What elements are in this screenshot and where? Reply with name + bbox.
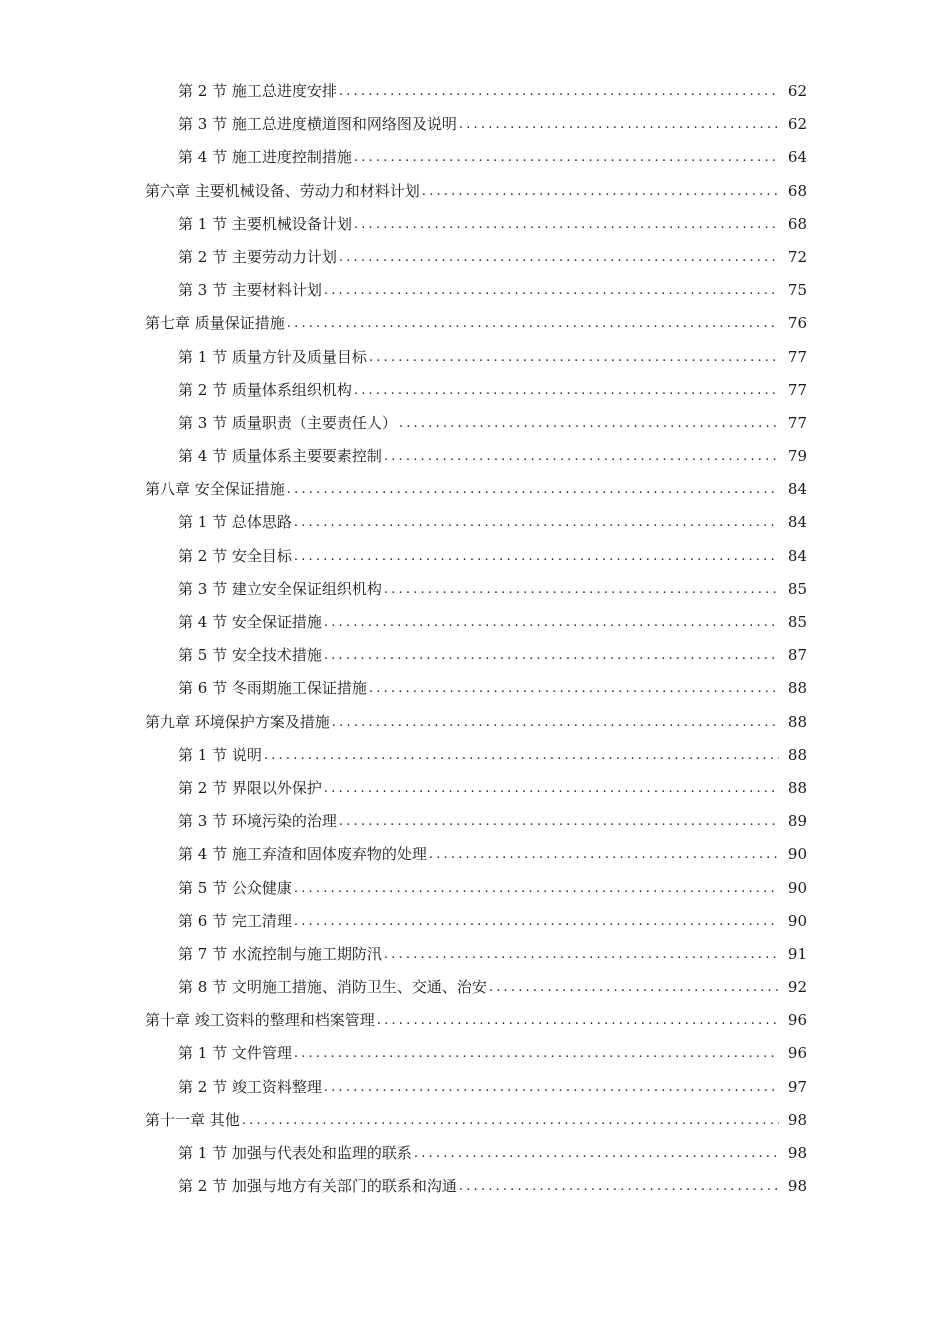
toc-page-number: 90 xyxy=(787,845,807,864)
toc-entry-title: 第 3 节 主要材料计划 xyxy=(178,274,322,307)
toc-page-number: 85 xyxy=(787,579,807,598)
dot-leader xyxy=(324,1071,779,1104)
toc-page-number: 79 xyxy=(787,447,807,466)
toc-entry-title: 第 2 节 界限以外保护 xyxy=(178,772,322,805)
toc-page-number: 84 xyxy=(787,480,807,499)
toc-entry-title: 第 7 节 水流控制与施工期防汛 xyxy=(178,938,382,971)
dot-leader xyxy=(354,374,779,407)
toc-entry-title: 第 4 节 质量体系主要要素控制 xyxy=(178,440,382,473)
toc-section-entry[interactable] xyxy=(0,440,950,473)
toc-section-entry[interactable] xyxy=(0,639,950,672)
toc-section-entry[interactable] xyxy=(0,606,950,639)
toc-section-entry[interactable] xyxy=(0,407,950,440)
toc-section-entry[interactable] xyxy=(0,141,950,174)
toc-entry-title: 第 1 节 文件管理 xyxy=(178,1037,292,1070)
toc-page-number: 88 xyxy=(787,778,807,797)
dot-leader xyxy=(294,872,779,905)
dot-leader xyxy=(489,971,779,1004)
table-of-contents xyxy=(0,75,950,1203)
toc-section-entry[interactable] xyxy=(0,540,950,573)
toc-entry-title: 第 1 节 主要机械设备计划 xyxy=(178,208,352,241)
toc-entry-title: 第 2 节 竣工资料整理 xyxy=(178,1071,322,1104)
dot-leader xyxy=(384,573,779,606)
toc-entry-title: 第 1 节 加强与代表处和监理的联系 xyxy=(178,1137,412,1170)
toc-section-entry[interactable] xyxy=(0,672,950,705)
toc-entry-title: 第 3 节 建立安全保证组织机构 xyxy=(178,573,382,606)
dot-leader xyxy=(384,440,779,473)
toc-entry-title: 第 6 节 完工清理 xyxy=(178,905,292,938)
toc-page-number: 85 xyxy=(787,613,807,631)
toc-entry-title: 第 4 节 施工进度控制措施 xyxy=(178,141,352,174)
toc-section-entry[interactable] xyxy=(0,241,950,274)
toc-page-number: 89 xyxy=(787,812,807,831)
dot-leader xyxy=(459,108,779,141)
toc-section-entry[interactable] xyxy=(0,1170,950,1203)
dot-leader xyxy=(324,274,779,307)
toc-section-entry[interactable] xyxy=(0,805,950,838)
dot-leader xyxy=(294,1037,779,1070)
toc-entry-title: 第 4 节 安全保证措施 xyxy=(178,606,322,639)
toc-section-entry[interactable] xyxy=(0,971,950,1004)
toc-page-number: 98 xyxy=(787,1144,807,1162)
toc-section-entry[interactable] xyxy=(0,905,950,938)
toc-entry-title: 第 5 节 安全技术措施 xyxy=(178,639,322,672)
dot-leader xyxy=(324,772,779,805)
toc-entry-title: 第 1 节 质量方针及质量目标 xyxy=(178,341,367,374)
toc-section-entry[interactable] xyxy=(0,374,950,407)
dot-leader xyxy=(369,672,779,705)
dot-leader xyxy=(287,473,779,506)
toc-entry-title: 第 5 节 公众健康 xyxy=(178,872,292,905)
toc-entry-title: 第 3 节 施工总进度横道图和网络图及说明 xyxy=(178,108,457,141)
toc-section-entry[interactable] xyxy=(0,872,950,905)
dot-leader xyxy=(324,606,779,639)
toc-entry-title: 第 1 节 说明 xyxy=(178,739,262,772)
dot-leader xyxy=(369,341,779,374)
dot-leader xyxy=(294,905,779,938)
toc-page-number: 96 xyxy=(787,1044,807,1063)
dot-leader xyxy=(429,838,779,871)
toc-page-number: 72 xyxy=(787,247,807,266)
toc-section-entry[interactable] xyxy=(0,838,950,871)
toc-page-number: 97 xyxy=(787,1077,807,1096)
toc-entry-title: 第 8 节 文明施工措施、消防卫生、交通、治安 xyxy=(178,971,487,1004)
toc-entry-title: 第七章 质量保证措施 xyxy=(145,307,285,340)
toc-page-number: 84 xyxy=(787,513,807,532)
toc-chapter-entry[interactable] xyxy=(0,307,950,340)
toc-chapter-entry[interactable] xyxy=(0,706,950,739)
dot-leader xyxy=(264,739,779,772)
toc-page-number: 90 xyxy=(787,878,807,897)
toc-entry-title: 第六章 主要机械设备、劳动力和材料计划 xyxy=(145,175,420,208)
toc-section-entry[interactable] xyxy=(0,1037,950,1070)
toc-page-number: 64 xyxy=(787,148,807,167)
toc-entry-title: 第 2 节 主要劳动力计划 xyxy=(178,241,337,274)
toc-page-number: 96 xyxy=(787,1011,807,1030)
toc-chapter-entry[interactable] xyxy=(0,473,950,506)
toc-page-number: 98 xyxy=(787,1177,807,1196)
toc-entry-title: 第 6 节 冬雨期施工保证措施 xyxy=(178,672,367,705)
dot-leader xyxy=(294,506,779,539)
toc-page-number: 88 xyxy=(787,745,807,764)
toc-page-number: 91 xyxy=(787,944,807,963)
toc-page-number: 87 xyxy=(787,646,807,665)
toc-entry-title: 第九章 环境保护方案及措施 xyxy=(145,706,330,739)
toc-page-number: 92 xyxy=(787,978,807,997)
dot-leader xyxy=(339,241,779,274)
toc-section-entry[interactable] xyxy=(0,75,950,108)
toc-section-entry[interactable] xyxy=(0,341,950,374)
dot-leader xyxy=(384,938,779,971)
toc-entry-title: 第 4 节 施工弃渣和固体废弃物的处理 xyxy=(178,838,427,871)
toc-page-number: 68 xyxy=(787,181,807,200)
toc-entry-title: 第十一章 其他 xyxy=(145,1104,240,1137)
toc-chapter-entry[interactable] xyxy=(0,175,950,208)
dot-leader xyxy=(287,307,779,340)
toc-page-number: 98 xyxy=(787,1110,807,1129)
toc-section-entry[interactable] xyxy=(0,274,950,307)
toc-page-number: 62 xyxy=(787,82,807,100)
toc-page-number: 68 xyxy=(787,214,807,233)
toc-page-number: 84 xyxy=(787,546,807,565)
toc-section-entry[interactable] xyxy=(0,108,950,141)
toc-page-number: 77 xyxy=(787,413,807,432)
dot-leader xyxy=(354,141,779,174)
toc-page-number: 77 xyxy=(787,380,807,399)
dot-leader xyxy=(324,639,779,672)
dot-leader xyxy=(339,805,779,838)
toc-chapter-entry[interactable] xyxy=(0,1104,950,1137)
dot-leader xyxy=(332,706,779,739)
dot-leader xyxy=(242,1104,779,1137)
toc-page-number: 88 xyxy=(787,712,807,731)
toc-page-number: 62 xyxy=(787,115,807,134)
toc-section-entry[interactable] xyxy=(0,208,950,241)
toc-page-number: 88 xyxy=(787,679,807,698)
toc-page-number: 77 xyxy=(787,347,807,366)
toc-entry-title: 第 2 节 安全目标 xyxy=(178,540,292,573)
toc-section-entry[interactable] xyxy=(0,573,950,606)
toc-entry-title: 第 1 节 总体思路 xyxy=(178,506,292,539)
toc-section-entry[interactable] xyxy=(0,938,950,971)
dot-leader xyxy=(377,1004,779,1037)
toc-section-entry[interactable] xyxy=(0,772,950,805)
dot-leader xyxy=(399,407,779,440)
toc-section-entry[interactable] xyxy=(0,1137,950,1170)
toc-chapter-entry[interactable] xyxy=(0,1004,950,1037)
toc-section-entry[interactable] xyxy=(0,739,950,772)
toc-entry-title: 第 2 节 施工总进度安排 xyxy=(178,75,337,108)
toc-entry-title: 第八章 安全保证措施 xyxy=(145,473,285,506)
toc-section-entry[interactable] xyxy=(0,1071,950,1104)
dot-leader xyxy=(294,540,779,573)
toc-page-number: 75 xyxy=(787,281,807,300)
toc-entry-title: 第 3 节 环境污染的治理 xyxy=(178,805,337,838)
toc-page-number: 76 xyxy=(787,314,807,333)
toc-entry-title: 第 2 节 加强与地方有关部门的联系和沟通 xyxy=(178,1170,457,1203)
toc-page-number: 90 xyxy=(787,911,807,930)
dot-leader xyxy=(339,75,779,108)
dot-leader xyxy=(459,1170,779,1203)
dot-leader xyxy=(422,175,779,208)
dot-leader xyxy=(354,208,779,241)
toc-entry-title: 第 3 节 质量职责（主要责任人） xyxy=(178,407,397,440)
toc-entry-title: 第十章 竣工资料的整理和档案管理 xyxy=(145,1004,375,1037)
dot-leader xyxy=(414,1137,779,1170)
toc-entry-title: 第 2 节 质量体系组织机构 xyxy=(178,374,352,407)
toc-section-entry[interactable] xyxy=(0,506,950,539)
